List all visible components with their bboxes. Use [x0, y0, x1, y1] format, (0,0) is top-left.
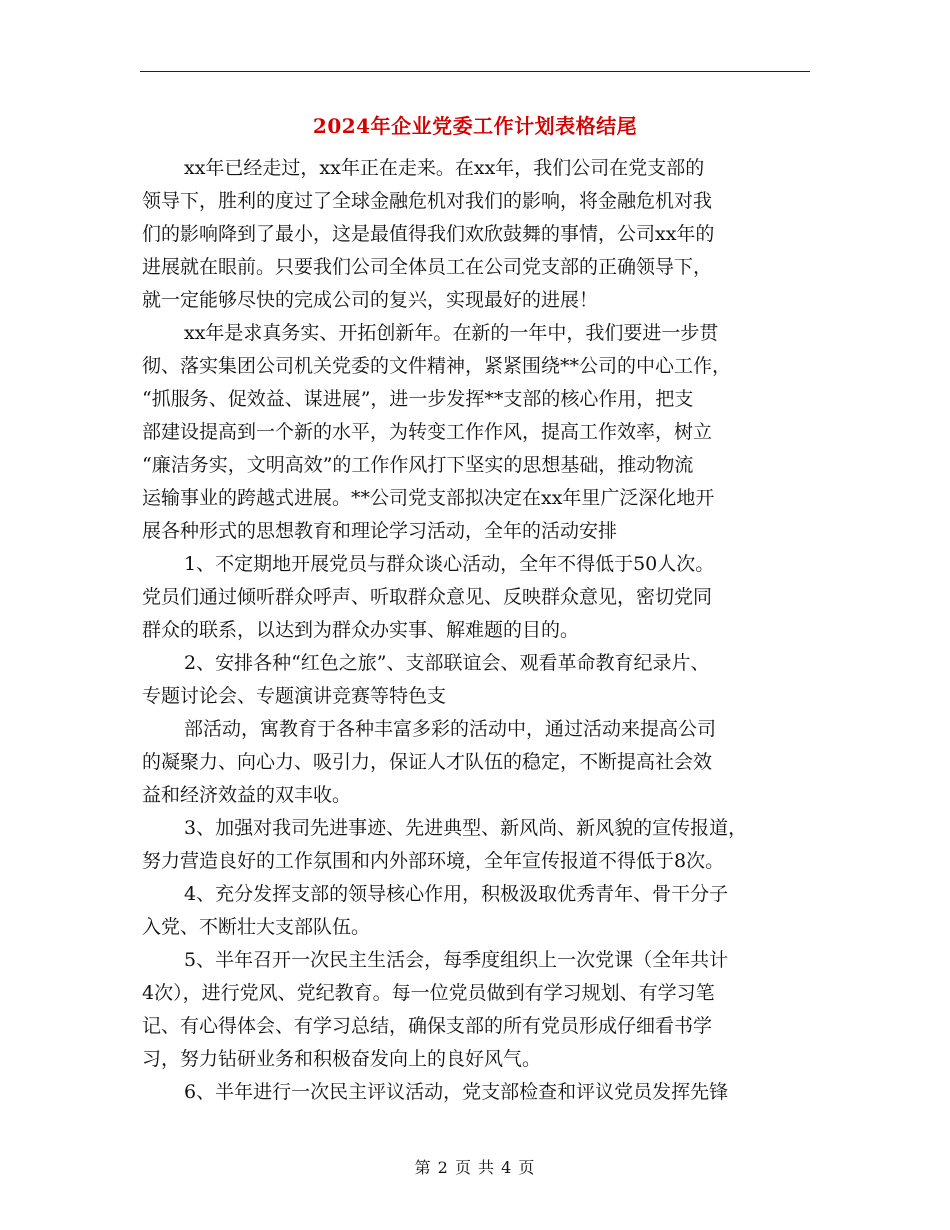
text-line: “抓服务、促效益、谋进展”，进一步发挥**支部的核心作用，把支	[142, 388, 694, 410]
text-line: 部建设提高到一个新的水平，为转变工作作风，提高工作效率，树立	[142, 421, 713, 443]
text-line: 们的影响降到了最小，这是最值得我们欢欣鼓舞的事情，公司xx年的	[142, 223, 715, 245]
text-line: 入党、不断壮大支部队伍。	[142, 916, 371, 938]
text-line: 2、安排各种“红色之旅”、支部联谊会、观看革命教育纪录片、	[184, 652, 710, 674]
text-line: 部活动，寓教育于各种丰富多彩的活动中，通过活动来提高公司	[184, 718, 717, 740]
text-line: 的凝聚力、向心力、吸引力，保证人才队伍的稳定，不断提高社会效	[142, 751, 713, 773]
text-line: xx年已经走过，xx年正在走来。在xx年，我们公司在党支部的	[184, 157, 705, 179]
text-line: 运输事业的跨越式进展。**公司党支部拟决定在xx年里广泛深化地开	[142, 487, 715, 509]
text-line: xx年是求真务实、开拓创新年。在新的一年中，我们要进一步贯	[184, 322, 719, 344]
text-line: 1、不定期地开展党员与群众谈心活动，全年不得低于50人次。	[184, 553, 715, 575]
text-line: 彻、落实集团公司机关党委的文件精神，紧紧围绕**公司的中心工作，	[142, 355, 732, 377]
text-line: 记、有心得体会、有学习总结，确保支部的所有党员形成仔细看书学	[142, 1015, 713, 1037]
text-line: 努力营造良好的工作氛围和内外部环境，全年宣传报道不得低于8次。	[142, 850, 725, 872]
text-line: 4、充分发挥支部的领导核心作用，积极汲取优秀青年、骨干分子	[184, 883, 729, 905]
text-line: 领导下，胜利的度过了全球金融危机对我们的影响，将金融危机对我	[142, 190, 713, 212]
header-rule	[140, 71, 810, 72]
text-line: 群众的联系，以达到为群众办实事、解难题的目的。	[142, 619, 580, 641]
text-line: 5、半年召开一次民主生活会，每季度组织上一次党课（全年共计	[184, 949, 729, 971]
text-line: 展各种形式的思想教育和理论学习活动，全年的活动安排	[142, 520, 618, 542]
text-line: 4次），进行党风、党纪教育。每一位党员做到有学习规划、有学习笔	[142, 982, 715, 1004]
text-line: 党员们通过倾听群众呼声、听取群众意见、反映群众意见，密切党同	[142, 586, 713, 608]
text-line: 益和经济效益的双丰收。	[142, 784, 352, 806]
document-title: 2024年企业党委工作计划表格结尾	[312, 114, 638, 138]
text-line: 就一定能够尽快的完成公司的复兴，实现最好的进展！	[142, 289, 599, 311]
text-line: 专题讨论会、专题演讲竞赛等特色支	[142, 685, 447, 707]
document-body	[142, 152, 812, 1109]
text-line: 习，努力钻研业务和积极奋发向上的良好风气。	[142, 1048, 542, 1070]
text-line: 3、加强对我司先进事迹、先进典型、新风尚、新风貌的宣传报道，	[184, 817, 748, 839]
page-footer: 第 2 页 共 4 页	[414, 1158, 536, 1177]
text-line: 进展就在眼前。只要我们公司全体员工在公司党支部的正确领导下，	[142, 256, 713, 278]
text-line: “廉洁务实，文明高效”的工作作风打下坚实的思想基础，推动物流	[142, 454, 694, 476]
text-line: 6、半年进行一次民主评议活动，党支部检查和评议党员发挥先锋	[184, 1081, 729, 1103]
